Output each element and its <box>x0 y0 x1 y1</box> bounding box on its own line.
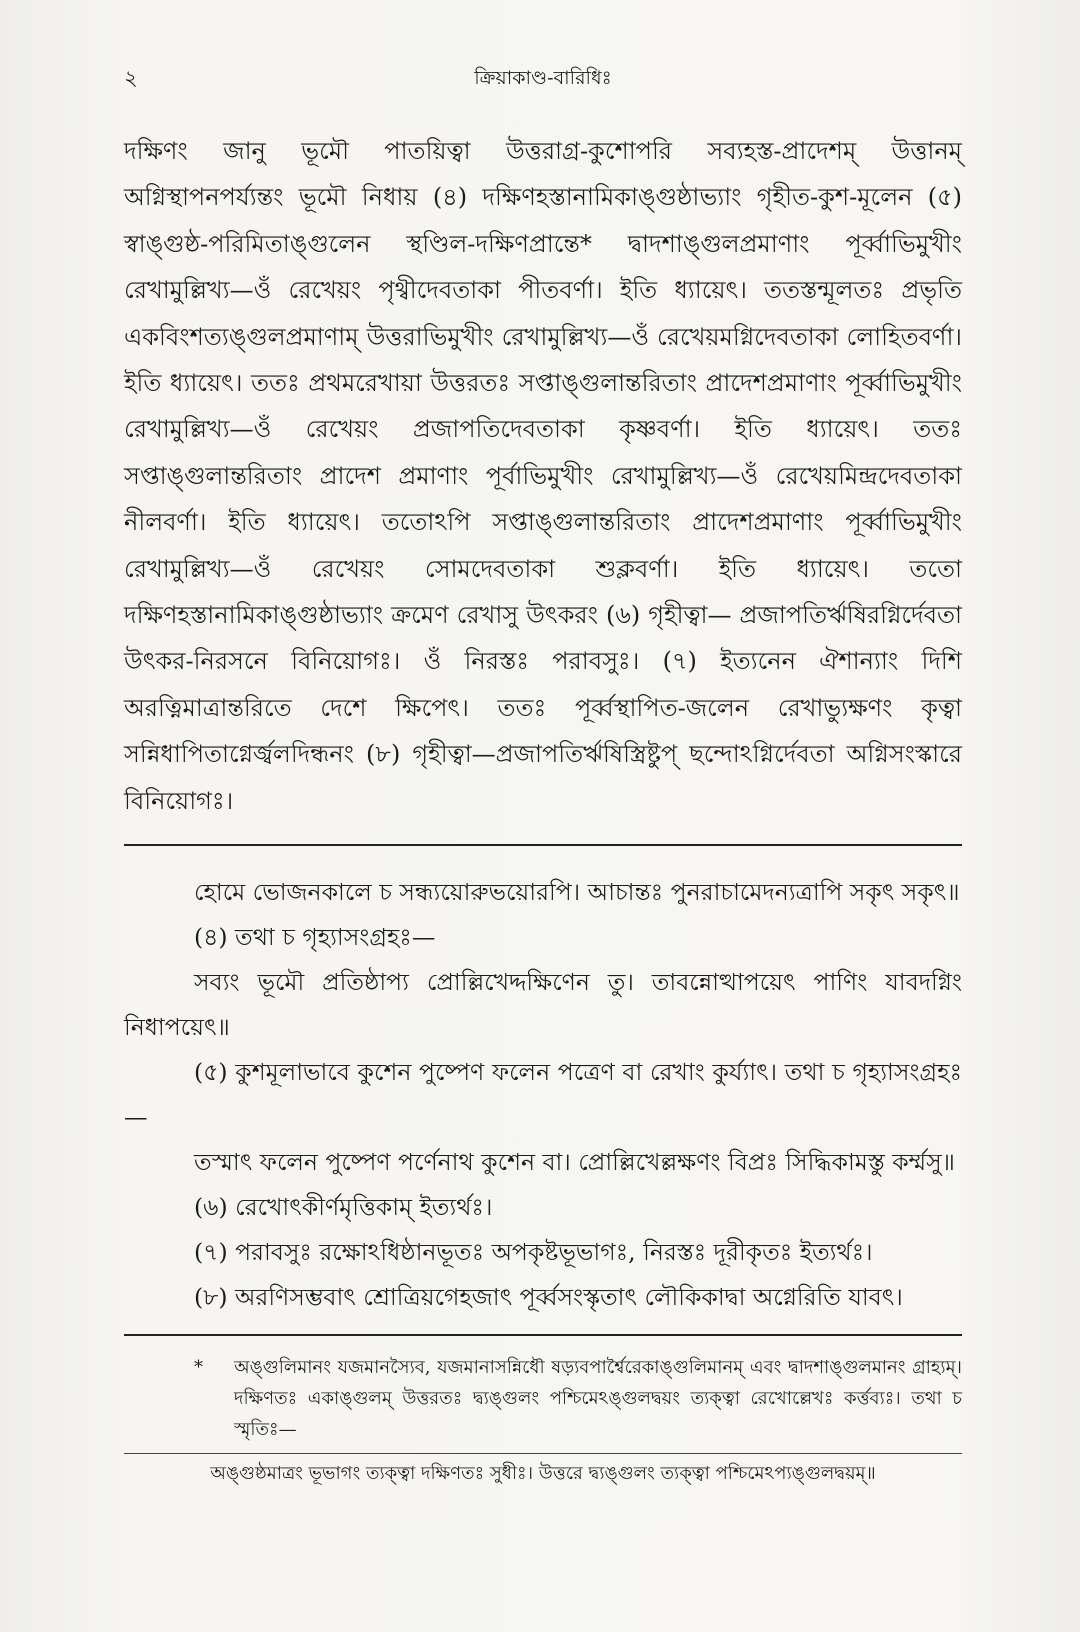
note-paragraph: (৬) রেখোৎকীর্ণমৃত্তিকাম্ ইত্যর্থঃ। <box>194 1193 493 1222</box>
main-text <box>124 128 962 824</box>
note-paragraph: (৫) কুশমূলাভাবে কুশেন পুষ্পেণ ফলেন পত্রেণ বা রেখাং কুর্য্যাৎ। তথা চ গৃহ্যাসংগ্রহঃ— <box>124 1058 962 1132</box>
commentary-notes <box>124 870 962 1320</box>
footnote <box>124 1352 962 1445</box>
note-paragraph: হোমে ভোজনকালে চ সন্ধ্যয়োরুভয়োরপি। আচান্তঃ পুনরাচামেদন্যত্রাপি সকৃৎ সকৃৎ॥ <box>194 878 960 907</box>
footnote-text: অঙ্গুলিমানং যজমানস্যৈব, যজমানাসন্নিধৌ ষড়্যবপার্শ্বৈরেকাঙ্গুলিমানম্ এবং দ্বাদশাঙ্গুলমানং গ্রাহ্যম্। দক্ষিণতঃ একাঙ্গুলম্ উত্তরতঃ দ্ব্যঙ্গুলং পশ্চিমেঽঙ্গুলদ্বয়ং ত্যক্ত্বা রেখোল্লেখঃ কর্ত্তব্যঃ। তথা চ স্মৃতিঃ— <box>234 1357 962 1441</box>
footnote-divider <box>124 1334 962 1336</box>
running-title: ক্রিয়াকাণ্ড-বারিধিঃ <box>474 67 612 89</box>
note-verse: তস্মাৎ ফলেন পুষ্পেণ পর্ণেনাথ কুশেন বা। প্রোল্লিখেল্লক্ষণং বিপ্রঃ সিদ্ধিকামস্তু কর্ম্মসু॥ <box>194 1148 955 1177</box>
page-header <box>124 64 962 104</box>
footnote-marker: * <box>194 1357 203 1379</box>
note-paragraph: (৭) পরাবসুঃ রক্ষোঽধিষ্ঠানভূতঃ অপকৃষ্টভূভাগঃ, নিরস্তঃ দূরীকৃতঃ ইত্যর্থঃ। <box>194 1238 873 1267</box>
footnote-verse-divider <box>124 1453 962 1454</box>
note-heading: (৪) তথা চ গৃহ্যাসংগ্রহঃ— <box>194 923 436 952</box>
note-verse: সব্যং ভূমৌ প্রতিষ্ঠাপ্য প্রোল্লিখেদ্দক্ষিণেন তু। তাবন্নোত্থাপয়েৎ পাণিং যাবদগ্নিং নিধাপয়েৎ॥ <box>124 968 962 1042</box>
note-paragraph: (৮) অরণিসম্ভবাৎ শ্রোত্রিয়গেহজাৎ পূর্ব্বসংস্কৃতাৎ লৌকিকাদ্বা অগ্নেরিতি যাবৎ। <box>194 1283 903 1312</box>
page-number: ২ <box>124 66 138 90</box>
section-divider <box>124 844 962 846</box>
footnote-verse: অঙ্গুষ্ঠমাত্রং ভূভাগং ত্যক্ত্বা দক্ষিণতঃ সুধীঃ। উত্তরে দ্ব্যঙ্গুলং ত্যক্ত্বা পশ্চিমেঽপ্যঙ্গুলদ্বয়ম্॥ <box>210 1463 876 1485</box>
main-paragraph: দক্ষিণং জানু ভূমৌ পাতয়িত্বা উত্তরাগ্র-কুশোপরি সব্যহস্ত-প্রাদেশম্ উত্তানম্ অগ্নিস্থাপনপর্য্যন্তং ভূমৌ নিধায় (৪) দক্ষিণহস্তানামিকাঙ্গুষ্ঠাভ্যাং গৃহীত-কুশ-মূলেন (৫) স্বাঙ্গুষ্ঠ-পরিমিতাঙ্গুলেন স্থণ্ডিল-দক্ষিণপ্রান্তে* দ্বাদশাঙ্গুলপ্রমাণাং পূর্ব্বাভিমুখীং রেখামুল্লিখ্য—ওঁ রেখেয়ং পৃথ্বীদেবতাকা পীতবর্ণা। ইতি ধ্যায়েৎ। ততস্তন্মূলতঃ প্রভৃতি একবিংশত্যঙ্গুলপ্রমাণাম্ উত্তরাভিমুখীং রেখামুল্লিখ্য—ওঁ রেখেয়মগ্নিদেবতাকা লোহিতবর্ণা। ইতি ধ্যায়েৎ। ততঃ প্রথমরেখায়া উত্তরতঃ সপ্তাঙ্গুলান্তরিতাং প্রাদেশপ্রমাণাং পূর্ব্বাভিমুখীং রেখামুল্লিখ্য—ওঁ রেখেয়ং প্রজাপতিদেবতাকা কৃষ্ণবর্ণা। ইতি ধ্যায়েৎ। ততঃ সপ্তাঙ্গুলান্তরিতাং প্রাদেশ প্রমাণাং পূর্বাভিমুখীং রেখামুল্লিখ্য—ওঁ রেখেয়মিন্দ্রদেবতাকা নীলবর্ণা। ইতি ধ্যায়েৎ। ততোঽপি সপ্তাঙ্গুলান্তরিতাং প্রাদেশপ্রমাণাং পূর্ব্বাভিমুখীং রেখামুল্লিখ্য—ওঁ রেখেয়ং সোমদেবতাকা শুক্লবর্ণা। ইতি ধ্যায়েৎ। ততো দক্ষিণহস্তানামিকাঙ্গুষ্ঠাভ্যাং ক্রমেণ রেখাসু উৎকরং (৬) গৃহীত্বা— প্রজাপতির্ঋষিরগ্নির্দেবতা উৎকর-নিরসনে বিনিয়োগঃ। ওঁ নিরস্তঃ পরাবসুঃ। (৭) ইত্যনেন ঐশান্যাং দিশি অরত্নিমাত্রান্তরিতে দেশে ক্ষিপেৎ। ততঃ পূর্ব্বস্থাপিত-জলেন রেখাভ্যুক্ষণং কৃত্বা সন্নিধাপিতাগ্নের্জ্বলদিন্ধনং (৮) গৃহীত্বা—প্রজাপতির্ঋষিস্ত্রিষ্টুপ্ ছন্দোঽগ্নির্দেবতা অগ্নিসংস্কারে বিনিয়োগঃ। <box>124 137 962 815</box>
